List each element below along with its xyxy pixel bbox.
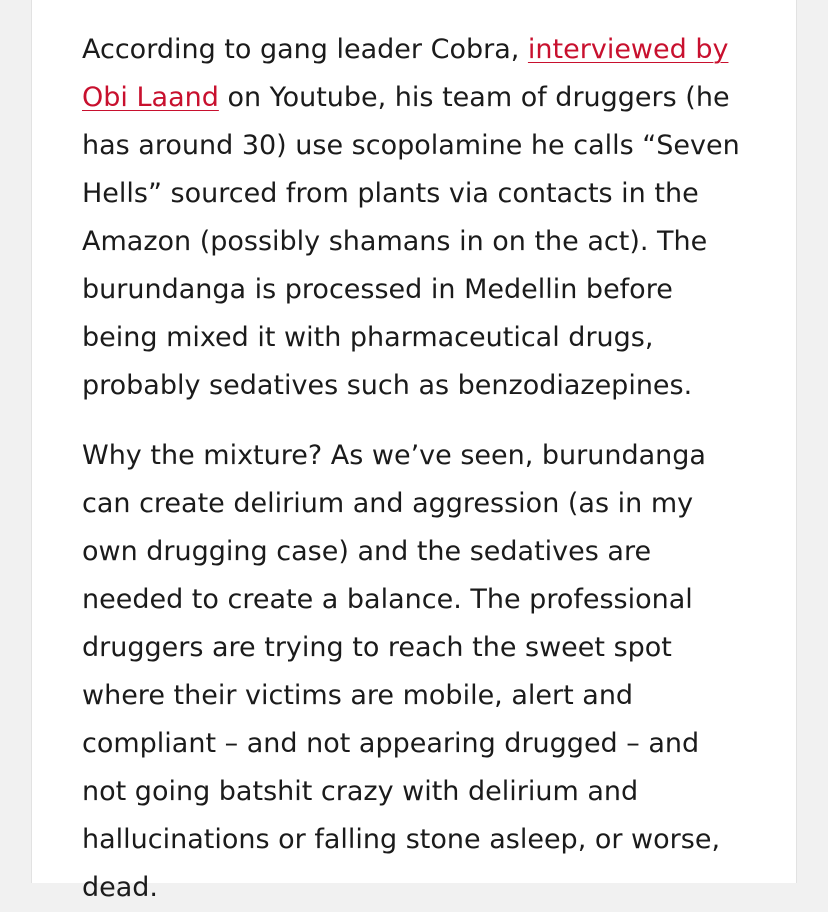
- paragraph-1-text-end: on Youtube, his team of druggers (he has around 30) use scopolamine he calls “Seven Hells” sourced from plants via contacts in the Amazon (possibly shamans in on the act). The burundanga is processed in Medellin before being mixed it with pharmaceutical drugs, probably sedatives such as benzodiazepines.: [82, 82, 740, 401]
- article-card: [31, 0, 797, 903]
- article-paragraph-2: Why the mixture? As we’ve seen, burundanga can create delirium and aggression (as in my own drugging case) and the sedatives are needed to create a balance. The professional druggers are trying to reach the sweet spot where their victims are mobile, alert and compliant – and not appearing drugged – and not going batshit crazy with delirium and hallucinations or falling stone asleep, or worse, dead.: [82, 440, 721, 903]
- interview-link[interactable]: interviewed by Obi Laand: [82, 34, 729, 113]
- paragraph-1-text-start: According to gang leader Cobra,: [82, 34, 528, 65]
- article-body: [82, 26, 747, 912]
- article-paragraph-1: [82, 26, 747, 410]
